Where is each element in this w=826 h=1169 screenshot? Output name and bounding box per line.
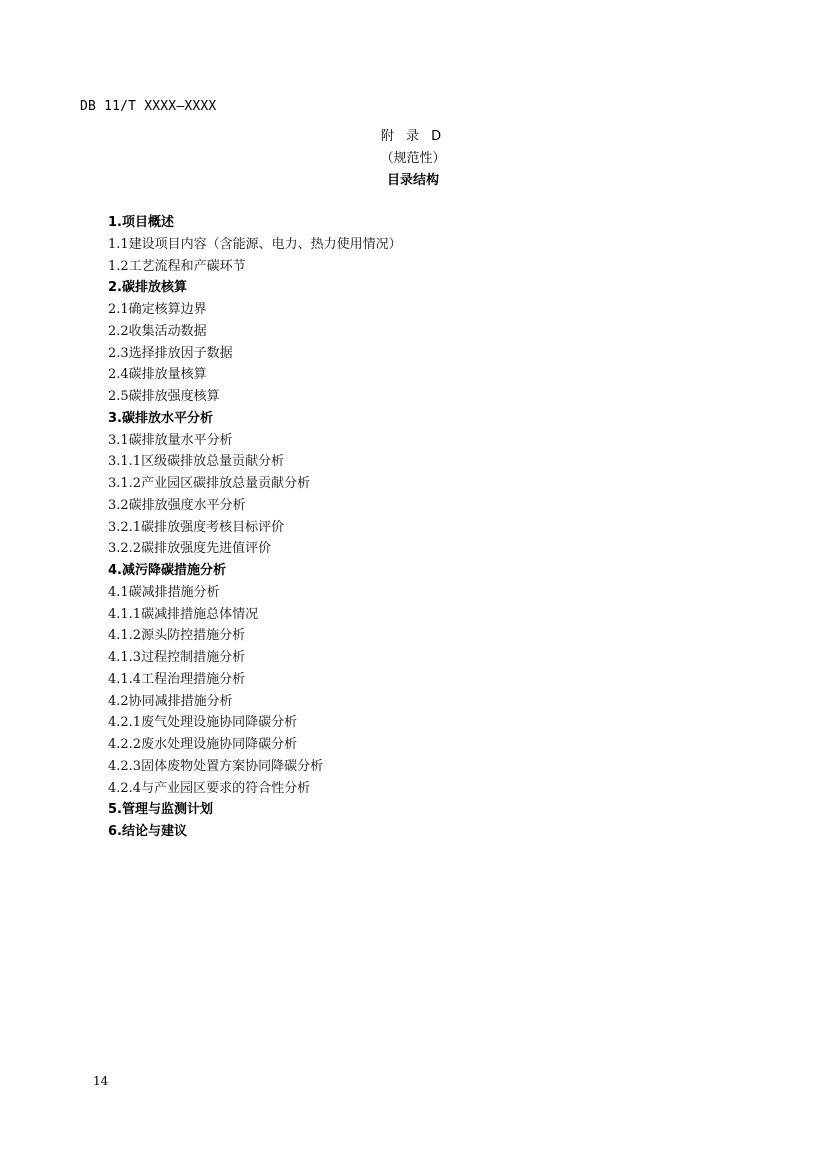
document-code: DB 11/T XXXX—XXXX: [80, 99, 217, 114]
toc-subsection-item: 3.2碳排放强度水平分析: [108, 497, 246, 513]
toc-subsection-item: 3.2.2碳排放强度先进值评价: [108, 541, 272, 557]
toc-subsection-item: 4.2.1废气处理设施协同降碳分析: [108, 715, 298, 731]
toc-subsection-item: 2.3选择排放因子数据: [108, 345, 233, 361]
page-number: 14: [93, 1074, 109, 1088]
toc-subsection-item: 4.2协同减排措施分析: [108, 693, 233, 709]
toc-subsection-item: 2.1确定核算边界: [108, 302, 207, 317]
toc-subsection-item: 4.1.3过程控制措施分析: [108, 650, 246, 665]
toc-subsection-item: 1.1建设项目内容（含能源、电力、热力使用情况）: [108, 236, 402, 252]
toc-subsection-item: 3.1碳排放量水平分析: [108, 432, 233, 448]
appendix-title: 目录结构: [386, 173, 439, 188]
toc-section-heading: 5.管理与监测计划: [108, 802, 213, 818]
toc-section-heading: 3.碳排放水平分析: [108, 410, 213, 426]
toc-section-heading: 4.减污降碳措施分析: [108, 563, 226, 578]
toc-section-heading: 6.结论与建议: [108, 824, 187, 839]
toc-subsection-item: 4.2.4与产业园区要求的符合性分析: [108, 780, 311, 796]
appendix-type: （规范性）: [380, 151, 446, 166]
toc-subsection-item: 4.2.2废水处理设施协同降碳分析: [108, 737, 298, 752]
toc-subsection-item: 4.1碳减排措施分析: [108, 584, 220, 600]
toc-subsection-item: 4.2.3固体废物处置方案协同降碳分析: [108, 758, 324, 774]
toc-subsection-item: 3.1.2产业园区碳排放总量贡献分析: [108, 476, 311, 491]
toc-subsection-item: 2.4碳排放量核算: [108, 367, 207, 383]
toc-subsection-item: 4.1.4工程治理措施分析: [108, 671, 246, 687]
toc-section-heading: 2.碳排放核算: [108, 280, 187, 296]
toc-subsection-item: 2.2收集活动数据: [108, 323, 207, 339]
toc-subsection-item: 4.1.1碳减排措施总体情况: [108, 606, 259, 622]
toc-subsection-item: 4.1.2源头防控措施分析: [108, 628, 246, 644]
toc-subsection-item: 3.2.1碳排放强度考核目标评价: [108, 519, 285, 535]
toc-subsection-item: 3.1.1区级碳排放总量贡献分析: [108, 454, 285, 470]
appendix-label: 附 录 D: [380, 129, 446, 144]
toc-section-heading: 1.项目概述: [108, 215, 174, 230]
table-of-contents: [108, 212, 402, 843]
toc-subsection-item: 2.5碳排放强度核算: [108, 389, 220, 404]
toc-subsection-item: 1.2工艺流程和产碳环节: [108, 258, 246, 274]
